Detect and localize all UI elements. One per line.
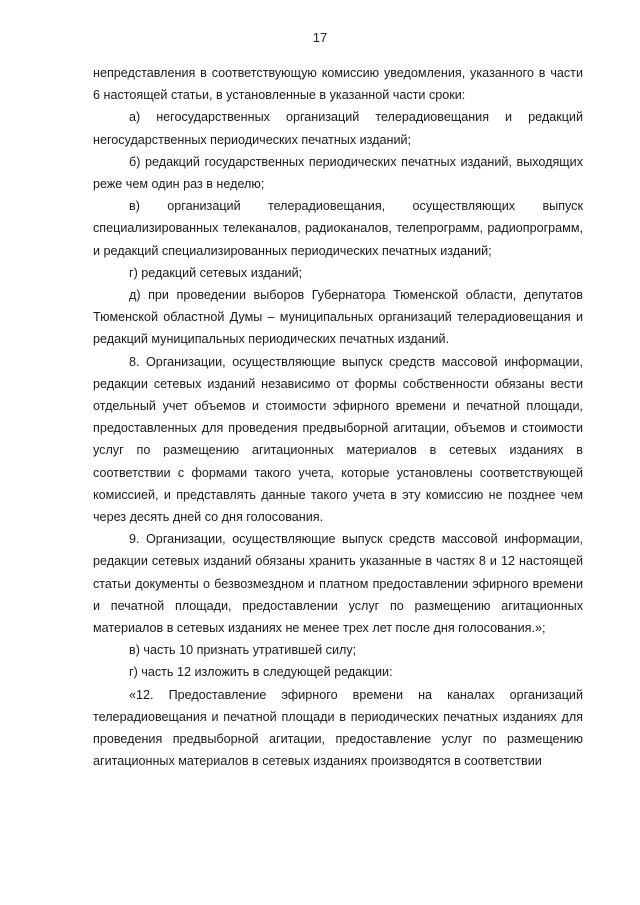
paragraph-item-a: а) негосударственных организаций телерадиовещания и редакций негосударственных периодических печатных изданий; bbox=[93, 110, 583, 147]
paragraph-amendment-v: в) часть 10 признать утратившей силу; bbox=[129, 643, 357, 658]
paragraph-section-12: «12. Предоставление эфирного времени на каналах организаций телерадиовещания и печатной площади в периодических печатных изданиях для проведения предвыборной агитации, предоставление услуг по размещению агитационных материалов в сетевых изданиях производятся в соответствии bbox=[93, 687, 583, 769]
paragraph-item-g: г) редакций сетевых изданий; bbox=[129, 265, 303, 280]
paragraph-continuation: непредставления в соответствующую комиссию уведомления, указанного в части 6 настоящей статьи, в установленные в указанной части сроки: bbox=[93, 66, 583, 103]
paragraph-item-b: б) редакций государственных периодических печатных изданий, выходящих реже чем один раз в неделю; bbox=[93, 154, 583, 192]
paragraph-section-8: 8. Организации, осуществляющие выпуск средств массовой информации, редакции сетевых изданий независимо от формы собственности обязаны вести отдельный учет объемов и стоимости эфирного времени и печатной площади, предоставленных для проведения предвыборной агитации, объемов и стоимости услуг по размещению агитационных материалов в сетевых изданиях в соответствии с формами такого учета, которые установлены соответствующей комиссией, и представлять данные такого учета в эту комиссию не позднее чем через десять дней со дня голосования. bbox=[93, 354, 583, 525]
paragraph-amendment-g: г) часть 12 изложить в следующей редакции: bbox=[129, 665, 393, 680]
paragraph-item-v: в) организаций телерадиовещания, осуществляющих выпуск специализированных телеканалов, радиоканалов, телепрограмм, радиопрограмм, и редакций специализированных периодических печатных изданий; bbox=[93, 199, 583, 258]
page-number: 17 bbox=[312, 30, 328, 45]
paragraph-section-9: 9. Организации, осуществляющие выпуск средств массовой информации, редакции сетевых изданий обязаны хранить указанные в частях 8 и 12 настоящей статьи документы о безвозмездном и платном предоставлении эфирного времени и печатной площади, предоставлении услуг по размещению агитационных материалов в сетевых изданиях не менее трех лет после дня голосования.»; bbox=[93, 532, 583, 636]
document-body bbox=[93, 62, 583, 773]
paragraph-item-d: д) при проведении выборов Губернатора Тюменской области, депутатов Тюменской областной Думы – муниципальных организаций телерадиовещания и редакций муниципальных периодических печатных изданий. bbox=[93, 288, 583, 347]
